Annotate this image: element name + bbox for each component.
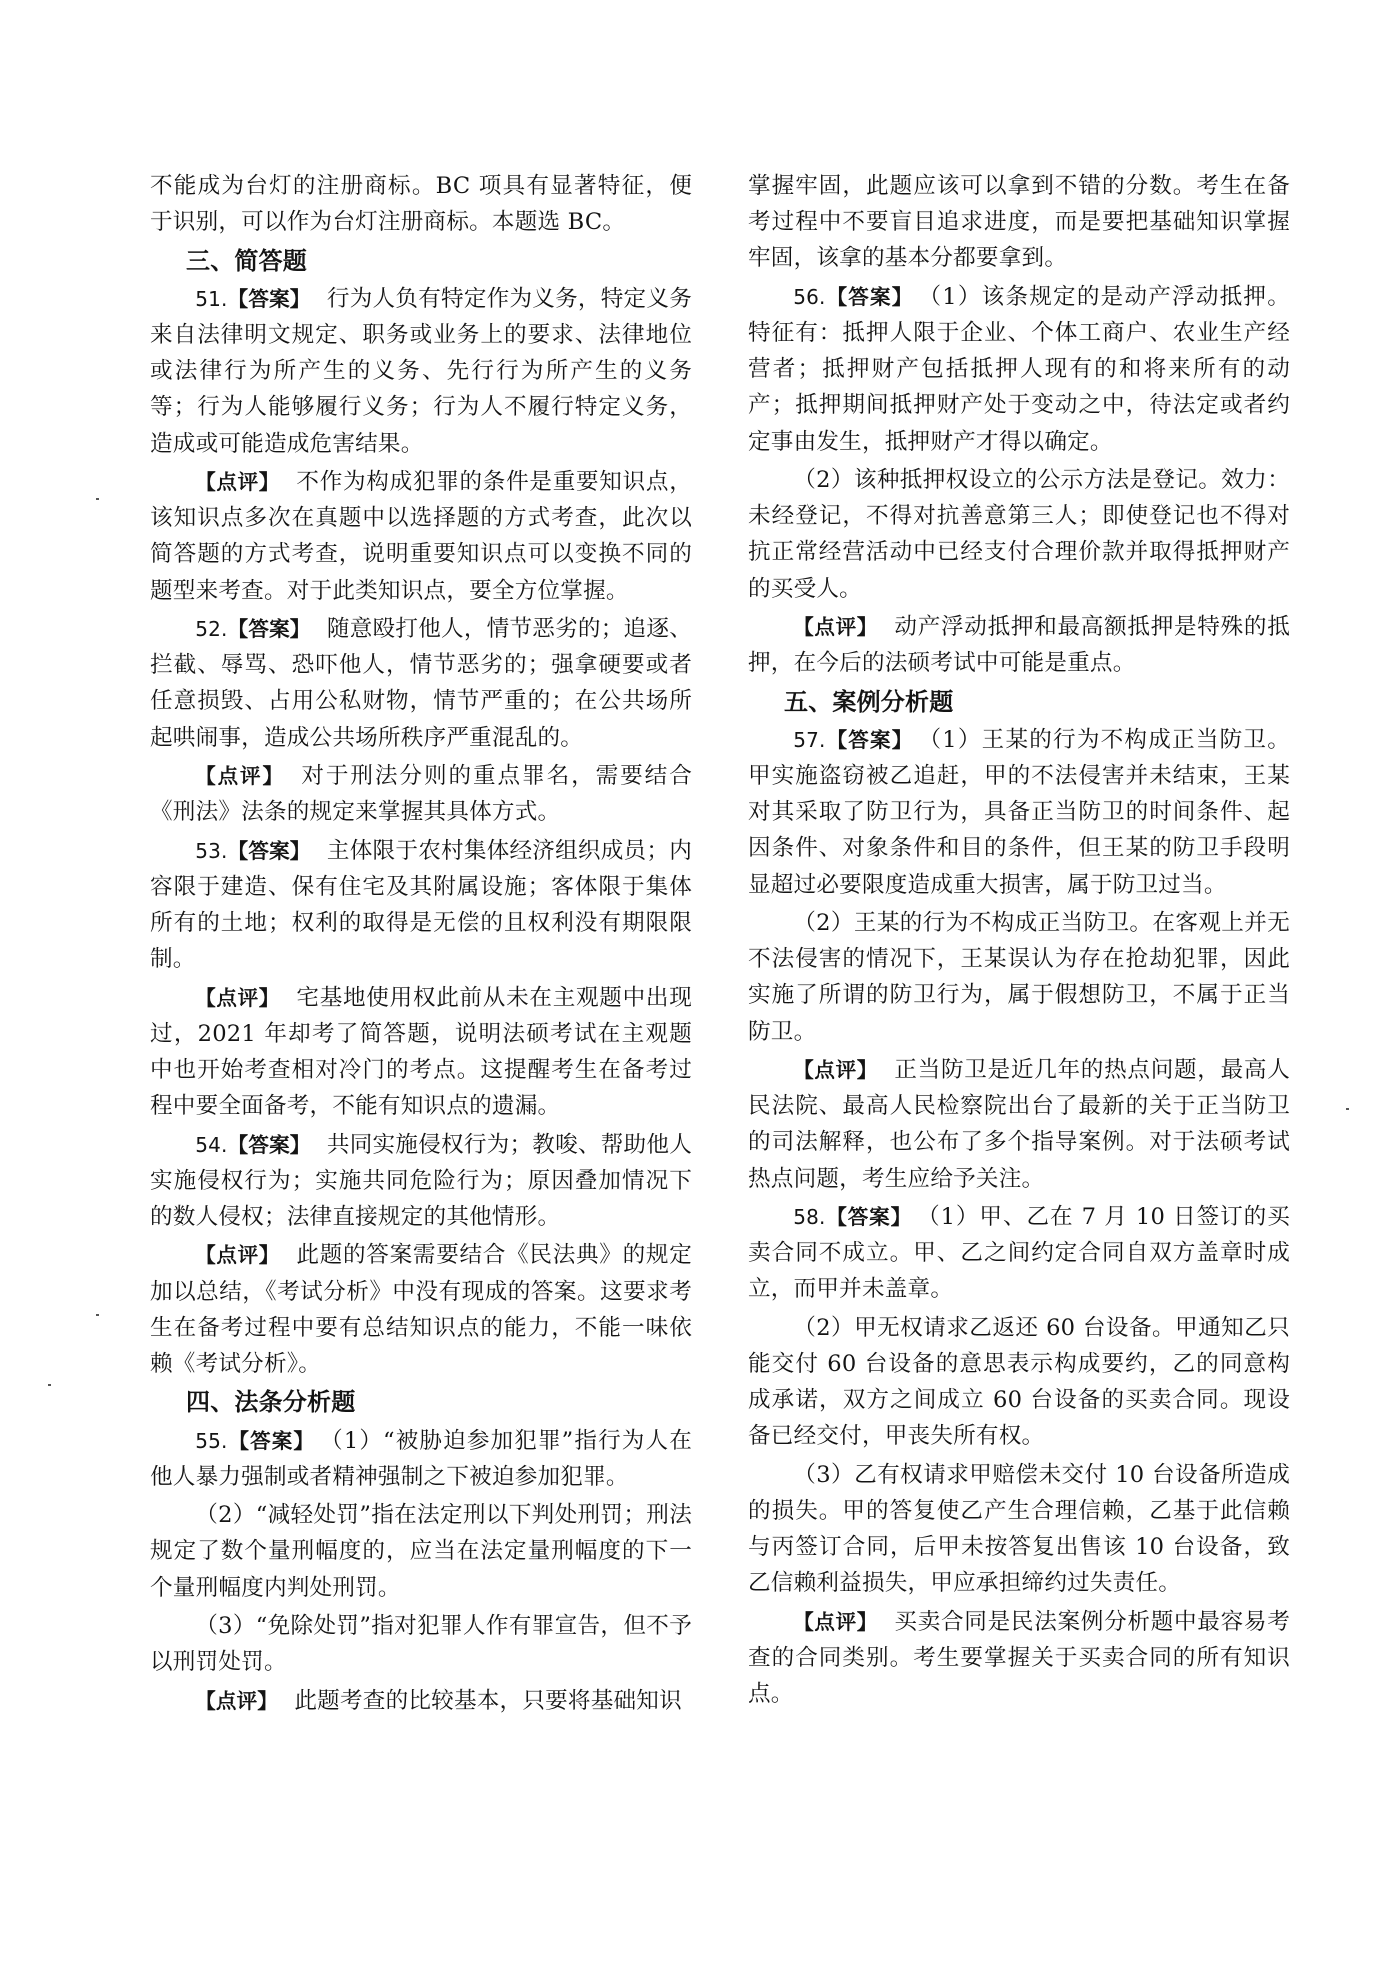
answer-item — [748, 1604, 1290, 1713]
paragraph: （2）甲无权请求乙返还 60 台设备。甲通知乙只能交付 60 台设备的意思表示构成要约，乙的同意构成承诺，双方之间成立 60 台设备的买卖合同。现设备已经交付，甲丧失所有权。 — [748, 1314, 1290, 1450]
scan-speck — [96, 1314, 99, 1316]
item-text: （1）该条规定的是动产浮动抵押。特征有：抵押人限于企业、个体工商户、农业生产经营者；抵押财产包括抵押人现有的和将来所有的动产；抵押期间抵押财产处于变动之中，待法定或者约定事由发生，抵押财产才得以确定。 — [748, 283, 1290, 455]
comment-tag: 【点评】 — [195, 985, 281, 1010]
item-text: 此题考查的比较基本，只要将基础知识 — [294, 1687, 682, 1714]
answer-item — [748, 722, 1290, 903]
answer-tag: 【答案】 — [227, 617, 311, 641]
item-text: 行为人负有特定作为义务，特定义务来自法律明文规定、职务或业务上的要求、法律地位或法律行为所产生的义务、先行行为所产生的义务等；行为人能够履行义务；行为人不履行特定义务，造成或可能造成危害结果。 — [150, 285, 692, 457]
answer-tag: 【答案】 — [227, 286, 311, 311]
paragraph: （2）该种抵押权设立的公示方法是登记。效力：未经登记，不得对抗善意第三人；即使登记也不得对抗正常经营活动中已经支付合理价款并取得抵押财产的买受人。 — [748, 467, 1290, 602]
item-text: 主体限于农村集体经济组织成员；内容限于建造、保有住宅及其附属设施；客体限于集体所有的土地；权利的取得是无偿的且权利没有期限限制。 — [150, 837, 692, 973]
scan-speck — [1346, 1108, 1349, 1110]
item-text: 动产浮动抵押和最高额抵押是特殊的抵押，在今后的法硕考试中可能是重点。 — [748, 614, 1290, 677]
paragraph: （3）“免除处罚”指对犯罪人作有罪宣告，但不予以刑罚处罚。 — [150, 1612, 692, 1676]
answer-item — [150, 833, 692, 978]
answer-tag: 【答案】 — [227, 838, 311, 863]
answer-tag: 【答案】 — [227, 1132, 311, 1157]
left-column — [150, 168, 692, 1721]
comment-tag: 【点评】 — [195, 1243, 281, 1268]
answer-item — [150, 464, 692, 609]
paragraph: （3）乙有权请求甲赔偿未交付 10 台设备所造成的损失。甲的答复使乙产生合理信赖，乙基于此信赖与丙签订合同，后甲未按答复出售该 10 台设备，致乙信赖利益损失，甲应承担缔约过失责任。 — [748, 1461, 1290, 1597]
item-text: 对于刑法分则的重点罪名，需要结合《刑法》法条的规定来掌握其具体方式。 — [150, 763, 692, 826]
comment-tag: 【点评】 — [793, 1609, 879, 1634]
item-text: 正当防卫是近几年的热点问题，最高人民法院、最高人民检察院出台了最新的关于正当防卫的司法解释，也公布了多个指导案例。对于法硕考试热点问题，考生应给予关注。 — [748, 1057, 1290, 1192]
scan-speck — [48, 1384, 51, 1386]
answer-item — [150, 1683, 692, 1719]
answer-item — [748, 279, 1290, 460]
answer-item — [150, 1237, 692, 1382]
answer-tag: 【答案】 — [825, 727, 914, 752]
comment-tag: 【点评】 — [195, 470, 281, 494]
paragraph: 掌握牢固，此题应该可以拿到不错的分数。考生在备考过程中不要盲目追求进度，而是要把基础知识掌握牢固，该拿的基本分都要拿到。 — [748, 173, 1290, 272]
question-number: 55. — [195, 1428, 228, 1453]
question-number: 57. — [793, 727, 826, 752]
answer-tag: 【答案】 — [825, 1205, 913, 1229]
comment-tag: 【点评】 — [793, 615, 879, 639]
scan-speck — [96, 498, 99, 500]
item-text: （1）甲、乙在 7 月 10 日签订的买卖合同不成立。甲、乙之间约定合同自双方盖章时成立，而甲并未盖章。 — [748, 1204, 1290, 1303]
item-text: 此题的答案需要结合《民法典》的规定加以总结，《考试分析》中没有现成的答案。这要求考生在备考过程中要有总结知识点的能力，不能一味依赖《考试分析》。 — [150, 1242, 692, 1377]
answer-item — [150, 980, 692, 1125]
question-number: 56. — [793, 284, 826, 309]
answer-item — [150, 1127, 692, 1236]
comment-tag: 【点评】 — [793, 1058, 879, 1082]
answer-item — [748, 1199, 1290, 1308]
question-number: 51. — [195, 286, 228, 311]
answer-item — [150, 758, 692, 830]
item-text: 随意殴打他人，情节恶劣的；追逐、拦截、辱骂、恐吓他人，情节恶劣的；强拿硬要或者任意损毁、占用公私财物，情节严重的；在公共场所起哄闹事，造成公共场所秩序严重混乱的。 — [150, 616, 692, 751]
item-text: （1）“被胁迫参加犯罪”指行为人在他人暴力强制或者精神强制之下被迫参加犯罪。 — [150, 1427, 692, 1490]
answer-tag: 【答案】 — [227, 1428, 316, 1453]
question-number: 58. — [793, 1205, 826, 1229]
comment-tag: 【点评】 — [195, 1688, 278, 1713]
section-heading: 三、简答题 — [186, 246, 307, 275]
answer-item — [748, 609, 1290, 681]
right-column — [748, 168, 1290, 1715]
question-number: 53. — [195, 838, 228, 863]
item-text: 共同实施侵权行为；教唆、帮助他人实施侵权行为；实施共同危险行为；原因叠加情况下的数人侵权；法律直接规定的其他情形。 — [150, 1131, 692, 1230]
answer-item — [150, 1423, 692, 1495]
answer-tag: 【答案】 — [825, 284, 914, 309]
answer-item — [150, 281, 692, 462]
question-number: 52. — [195, 617, 228, 641]
paragraph: （2）王某的行为不构成正当防卫。在客观上并无不法侵害的情况下，王某误认为存在抢劫犯罪，因此实施了所谓的防卫行为，属于假想防卫，不属于正当防卫。 — [748, 910, 1290, 1045]
section-heading: 四、法条分析题 — [186, 1388, 356, 1417]
paragraph: （2）“减轻处罚”指在法定刑以下判处刑罚；刑法规定了数个量刑幅度的，应当在法定量刑幅度的下一个量刑幅度内判处刑罚。 — [150, 1502, 692, 1601]
item-text: 不作为构成犯罪的条件是重要知识点，该知识点多次在真题中以选择题的方式考查，此次以简答题的方式考查，说明重要知识点可以变换不同的题型来考查。对于此类知识点，要全方位掌握。 — [150, 469, 692, 604]
answer-item — [150, 611, 692, 756]
section-heading: 五、案例分析题 — [784, 687, 954, 716]
question-number: 54. — [195, 1132, 228, 1157]
comment-tag: 【点评】 — [195, 764, 285, 788]
answer-item — [748, 1052, 1290, 1197]
paragraph: 不能成为台灯的注册商标。BC 项具有显著特征，便于识别，可以作为台灯注册商标。本题选 BC。 — [150, 173, 692, 236]
item-text: 宅基地使用权此前从未在主观题中出现过，2021 年却考了简答题，说明法硕考试在主观题中也开始考查相对冷门的考点。这提醒考生在备考过程中要全面备考，不能有知识点的遗漏。 — [150, 984, 692, 1120]
item-text: 买卖合同是民法案例分析题中最容易考查的合同类别。考生要掌握关于买卖合同的所有知识点。 — [748, 1608, 1290, 1708]
item-text: （1）王某的行为不构成正当防卫。甲实施盗窃被乙追赶，甲的不法侵害并未结束，王某对其采取了防卫行为，具备正当防卫的时间条件、起因条件、对象条件和目的条件，但王某的防卫手段明显超过必要限度造成重大损害，属于防卫过当。 — [748, 726, 1290, 898]
